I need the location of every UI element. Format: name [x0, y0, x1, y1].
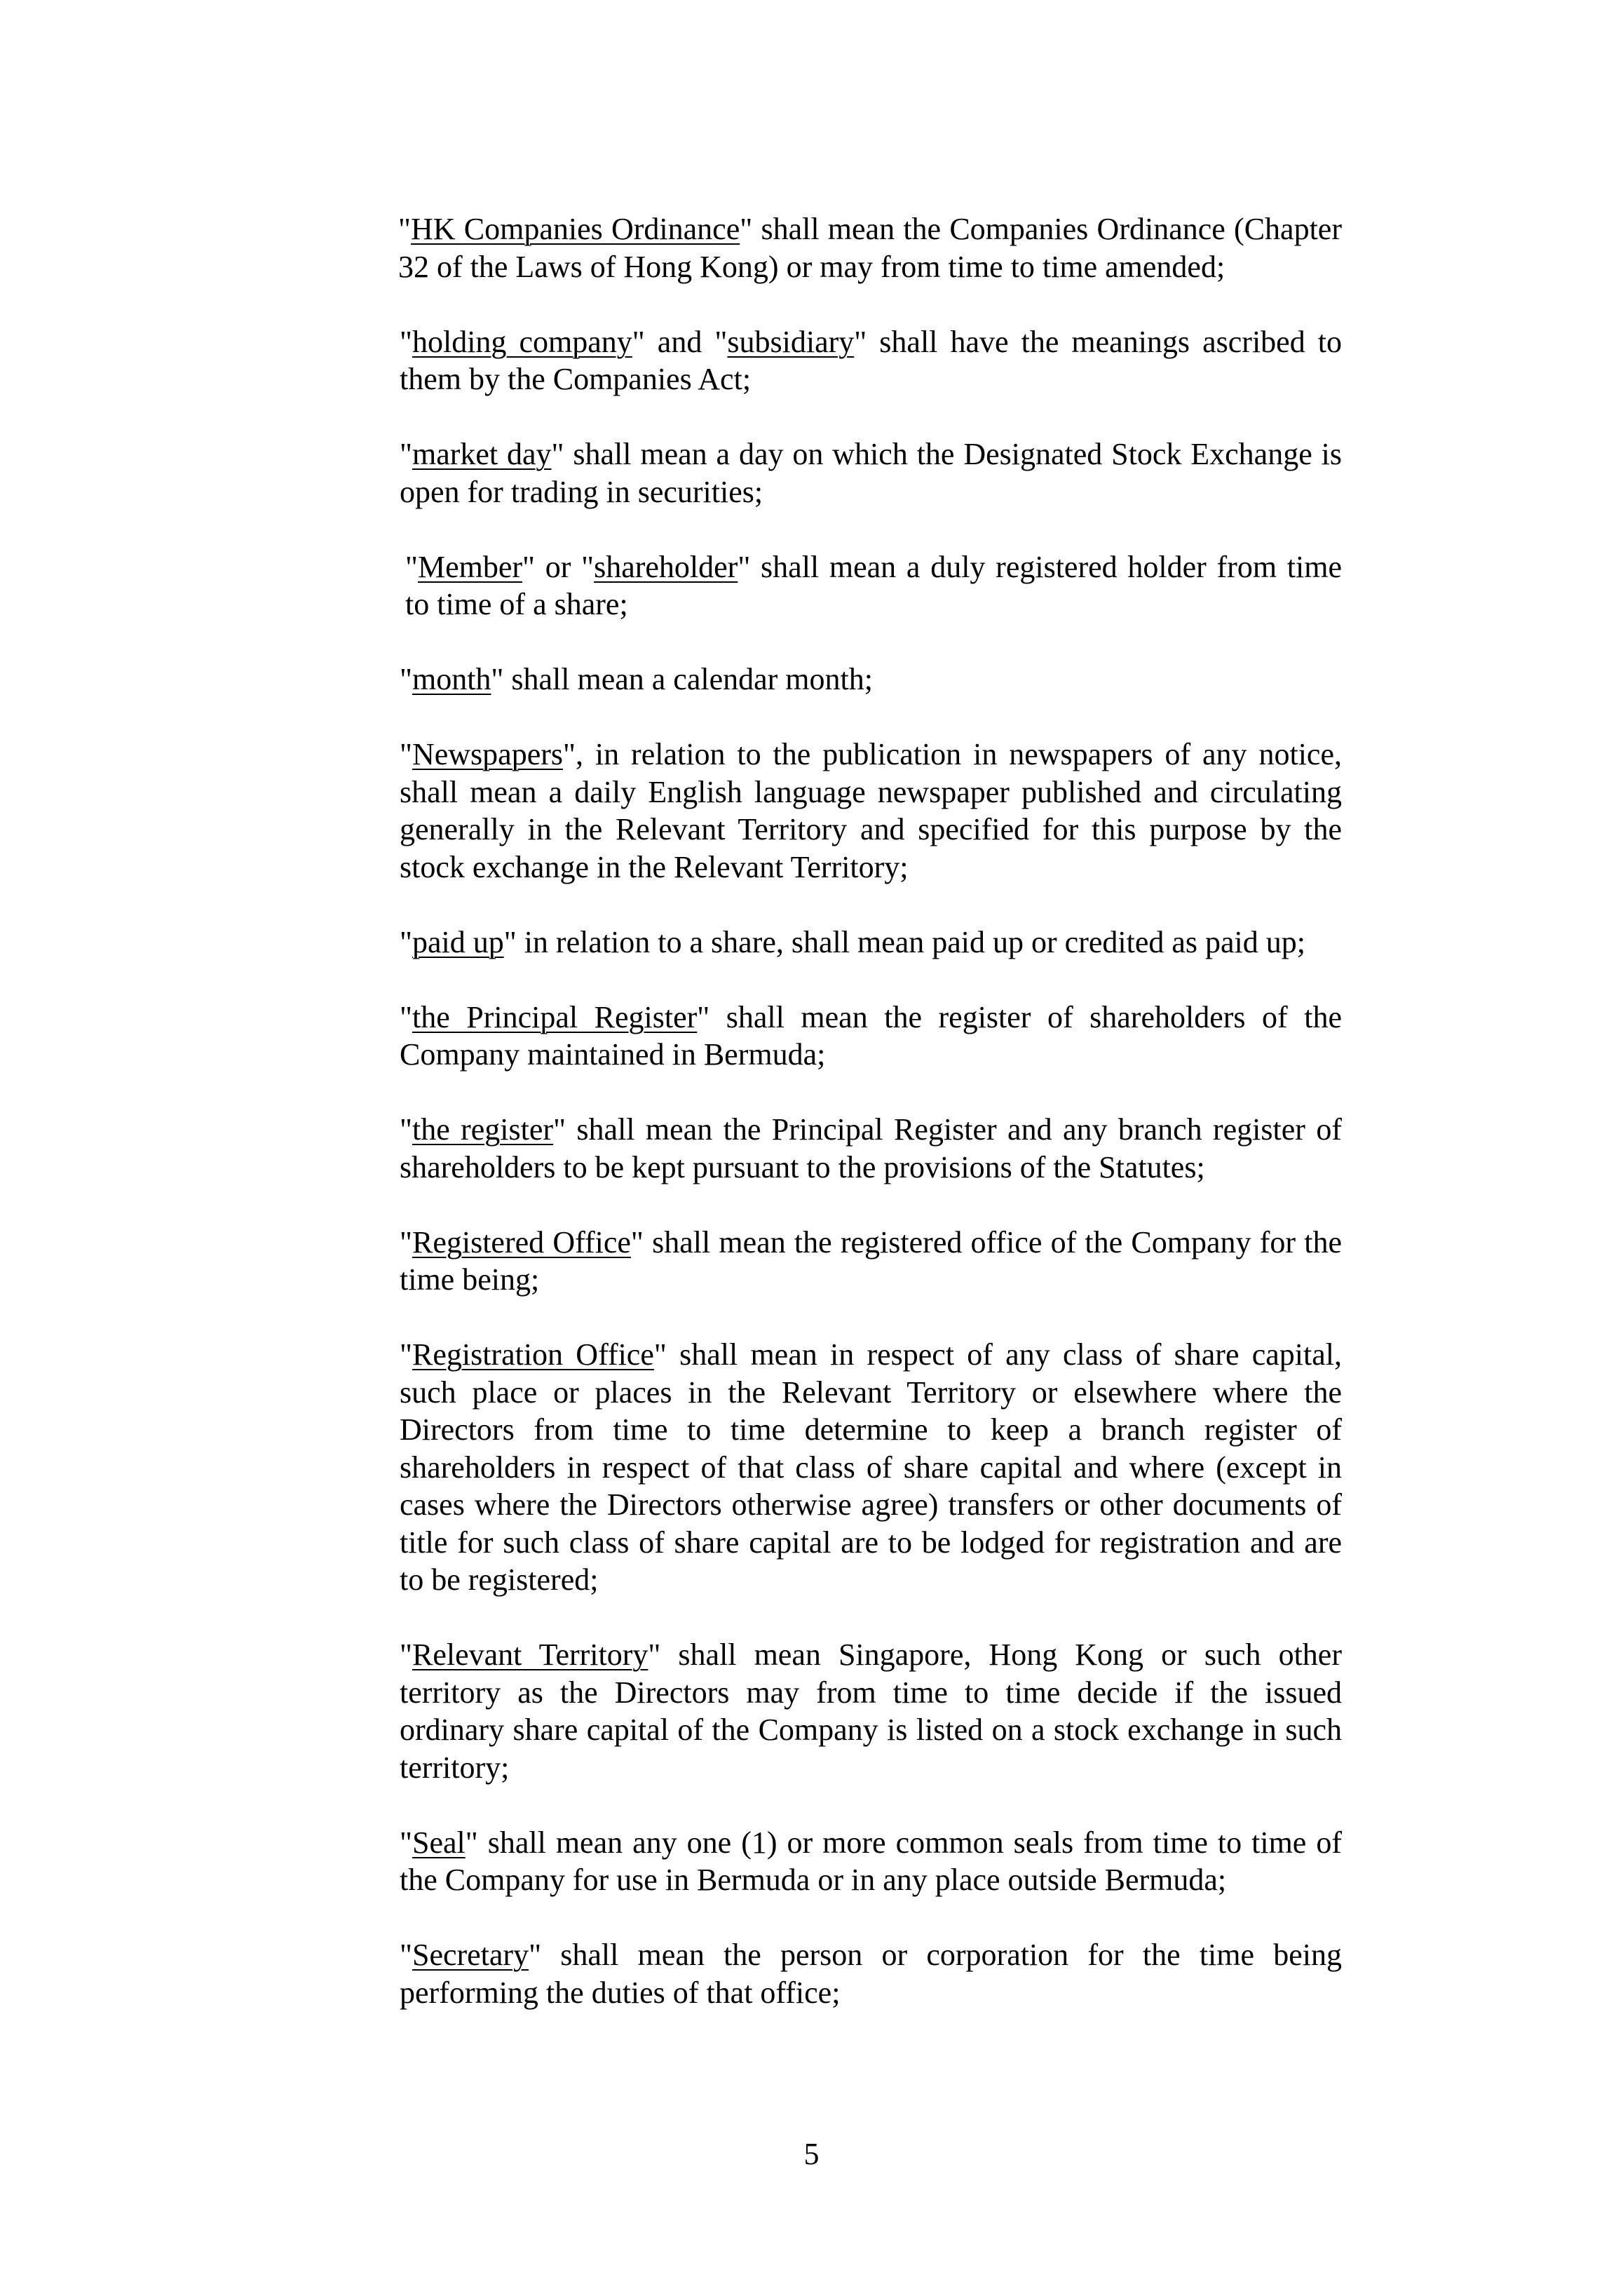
definition-relevant-territory: "Relevant Territory" shall mean Singapore, Hong Kong or such other territory as the Directors may from time to time decide if the issued ordinary share capital of the Company is listed on a stock exchange in such territory;: [400, 1637, 1342, 1785]
definition-text: ", in relation to the publication in newspapers of any notice, shall mean a daily English language newspaper published and circulating generally in the Relevant Territory and specified for this purpose by the stock exchange in the Relevant Territory;: [400, 737, 1342, 884]
definition-secretary: "Secretary" shall mean the person or corporation for the time being performing the duties of that office;: [400, 1938, 1342, 2010]
defined-term: the register: [412, 1112, 554, 1147]
defined-term: Newspapers: [412, 737, 564, 771]
defined-term: HK Companies Ordinance: [410, 212, 740, 246]
defined-term: Registered Office: [412, 1224, 631, 1260]
defined-term: subsidiary: [727, 324, 855, 359]
definition-newspapers: "Newspapers", in relation to the publication in newspapers of any notice, shall mean a daily English language newspaper published and circulating generally in the Relevant Territory and specified for this purpose by the stock exchange in the Relevant Territory;: [400, 737, 1342, 884]
definition-paid-up: "paid up" in relation to a share, shall mean paid up or credited as paid up;: [400, 924, 1306, 959]
definition-text: " shall mean a duly registered holder from time to time of a share;: [405, 549, 1342, 621]
defined-term: Member: [417, 549, 523, 584]
definition-text: " shall mean the register of shareholders of the Company maintained in Bermuda;: [400, 999, 1342, 1072]
definition-text: " shall have the meanings ascribed to them by the Companies Act;: [400, 324, 1343, 396]
definition-registration-office: "Registration Office" shall mean in respect of any class of share capital, such place or places in the Relevant Territory or elsewhere where the Directors from time to time determine to keep a branch register of shareholders in respect of that class of share capital and where (except in cases where the Directors otherwise agree) transfers or other documents of title for such class of share capital are to be lodged for registration and are to be registered;: [400, 1337, 1342, 1597]
document-body: [398, 210, 1342, 2049]
defined-term: the Principal Register: [412, 999, 698, 1034]
definition-text: " shall mean a calendar month;: [491, 662, 873, 696]
defined-term: Relevant Territory: [412, 1637, 648, 1672]
definition-holding-company: "holding company" and "subsidiary" shall have the meanings ascribed to them by the Companies Act;: [400, 324, 1343, 396]
definition-text: " shall mean the registered office of the Company for the time being;: [400, 1224, 1342, 1297]
defined-term: paid up: [412, 924, 504, 959]
defined-term: Seal: [412, 1825, 466, 1860]
definition-text: " in relation to a share, shall mean paid up or credited as paid up;: [503, 924, 1306, 959]
defined-term: Secretary: [412, 1938, 529, 1972]
definition-text: " shall mean any one (1) or more common seals from time to time of the Company for use in Bermuda or in any place outside Bermuda;: [400, 1825, 1342, 1897]
definition-text: " shall mean in respect of any class of share capital, such place or places in the Relevant Territory or elsewhere where the Directors from time to time determine to keep a branch register of shareholders in respect of that class of share capital and where (except in cases where the Directors otherwise agree) transfers or other documents of title for such class of share capital are to be lodged for registration and are to be registered;: [400, 1337, 1342, 1597]
definition-text: " shall mean the person or corporation for the time being performing the duties of that office;: [400, 1938, 1342, 2010]
definition-text: " shall mean a day on which the Designated Stock Exchange is open for trading in securities;: [400, 437, 1342, 509]
definition-hk-companies-ordinance: "HK Companies Ordinance" shall mean the Companies Ordinance (Chapter 32 of the Laws of Hong Kong) or may from time to time amended;: [398, 212, 1342, 284]
defined-term: holding company: [412, 324, 632, 359]
definition-principal-register: "the Principal Register" shall mean the register of shareholders of the Company maintained in Bermuda;: [400, 999, 1342, 1072]
definition-market-day: "market day" shall mean a day on which the Designated Stock Exchange is open for trading in securities;: [400, 437, 1342, 509]
defined-term: shareholder: [594, 549, 738, 584]
defined-term: market day: [412, 437, 552, 471]
definition-text: " shall mean the Companies Ordinance (Chapter 32 of the Laws of Hong Kong) or may from time to time amended;: [398, 212, 1342, 284]
definition-month: "month" shall mean a calendar month;: [400, 662, 873, 696]
definition-member: "Member" or "shareholder" shall mean a duly registered holder from time to time of a share;: [405, 549, 1342, 621]
defined-term: month: [412, 662, 491, 696]
defined-term: Registration Office: [412, 1337, 654, 1372]
definition-text: " shall mean the Principal Register and any branch register of shareholders to be kept pursuant to the provisions of the Statutes;: [400, 1112, 1342, 1184]
definition-the-register: "the register" shall mean the Principal Register and any branch register of shareholders to be kept pursuant to the provisions of the Statutes;: [400, 1112, 1342, 1184]
page-number: 5: [803, 2137, 820, 2171]
definition-seal: "Seal" shall mean any one (1) or more common seals from time to time of the Company for use in Bermuda or in any place outside Bermuda;: [400, 1825, 1342, 1897]
definition-registered-office: "Registered Office" shall mean the registered office of the Company for the time being;: [400, 1224, 1342, 1297]
definition-text: " shall mean Singapore, Hong Kong or such other territory as the Directors may from time to time decide if the issued ordinary share capital of the Company is listed on a stock exchange in such territory;: [400, 1637, 1342, 1785]
